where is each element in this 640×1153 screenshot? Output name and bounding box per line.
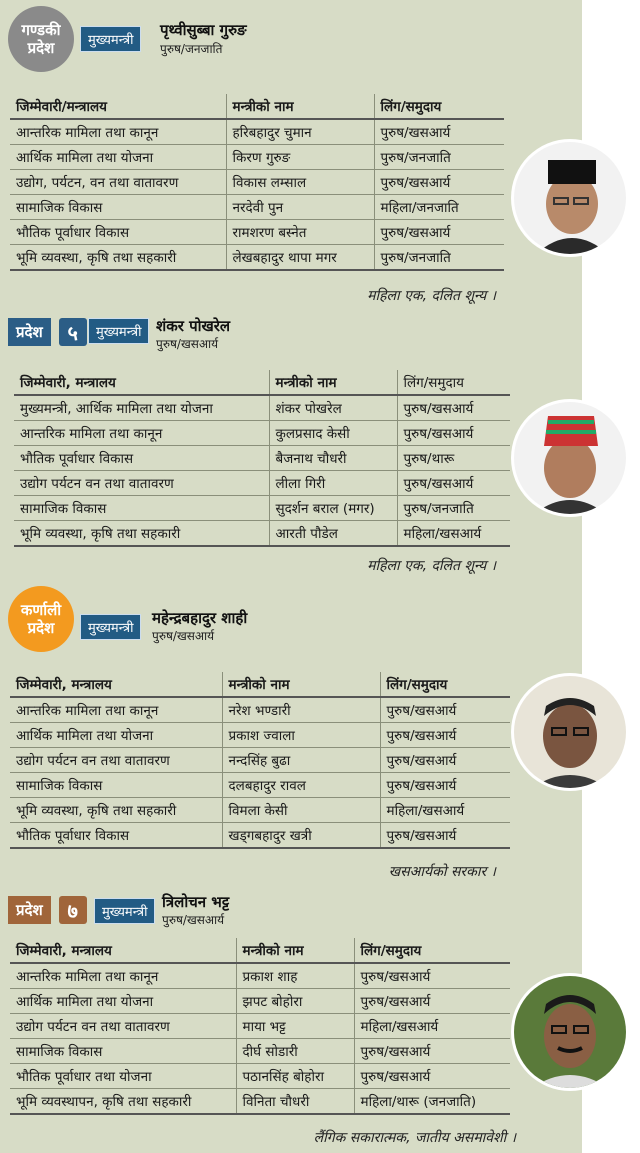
table-row: [10, 145, 504, 170]
province-number: ७: [59, 896, 87, 924]
community-cell: पुरुष/खसआर्य: [380, 697, 510, 723]
column-header: जिम्मेवारी/मन्त्रालय: [10, 94, 226, 119]
ministry-cell: भूमि व्यवस्थापन, कृषि तथा सहकारी: [10, 1089, 236, 1115]
table-row: [10, 723, 510, 748]
minister-name-cell: कुलप्रसाद केसी: [269, 421, 397, 446]
ministry-cell: आर्थिक मामिला तथा योजना: [10, 989, 236, 1014]
minister-name-cell: विनिता चौधरी: [236, 1089, 354, 1115]
chief-minister-label: मुख्यमन्त्री: [94, 898, 155, 924]
table-row: [14, 446, 510, 471]
table-row: [10, 798, 510, 823]
province-badge: [8, 316, 87, 348]
province-badge: [8, 894, 87, 926]
community-cell: पुरुष/खसआर्य: [397, 471, 510, 496]
ministry-cell: उद्योग पर्यटन वन तथा वातावरण: [14, 471, 269, 496]
community-cell: पुरुष/खसआर्य: [354, 1039, 510, 1064]
summary-note: लैंगिक सकारात्मक, जातीय असमावेशी ।: [313, 1130, 516, 1146]
community-cell: पुरुष/खसआर्य: [374, 170, 504, 195]
community-cell: महिला/खसआर्य: [380, 798, 510, 823]
community-cell: पुरुष/खसआर्य: [354, 989, 510, 1014]
table-row: [10, 170, 504, 195]
table-row: [10, 195, 504, 220]
ministry-cell: सामाजिक विकास: [10, 195, 226, 220]
column-header: लिंग/समुदाय: [374, 94, 504, 119]
table-row: [10, 823, 510, 849]
ministry-cell: उद्योग पर्यटन वन तथा वातावरण: [10, 748, 222, 773]
minister-name-cell: माया भट्ट: [236, 1014, 354, 1039]
chief-minister-community: पुरुष/खसआर्य: [152, 629, 215, 643]
minister-name-cell: आरती पौडेल: [269, 521, 397, 547]
table-row: [14, 421, 510, 446]
community-cell: पुरुष/खसआर्य: [380, 723, 510, 748]
minister-name-cell: शंकर पोखरेल: [269, 395, 397, 421]
province-name-line1: कर्णाली: [20, 601, 62, 619]
minister-name-cell: लीला गिरी: [269, 471, 397, 496]
table-row: [10, 989, 510, 1014]
table-row: [10, 1039, 510, 1064]
minister-name-cell: खड्गबहादुर खत्री: [222, 823, 380, 849]
ministry-cell: मुख्यमन्त्री, आर्थिक मामिला तथा योजना: [14, 395, 269, 421]
minister-name-cell: बैजनाथ चौधरी: [269, 446, 397, 471]
chief-minister-community: पुरुष/जनजाति: [160, 42, 223, 56]
province-badge: [8, 586, 74, 652]
community-cell: महिला/थारू (जनजाति): [354, 1089, 510, 1115]
community-cell: महिला/खसआर्य: [397, 521, 510, 547]
column-header: मन्त्रीको नाम: [236, 938, 354, 963]
minister-name-cell: प्रकाश शाह: [236, 963, 354, 989]
column-header: लिंग/समुदाय: [380, 672, 510, 697]
column-header: मन्त्रीको नाम: [226, 94, 374, 119]
summary-note: महिला एक, दलित शून्य ।: [367, 288, 496, 304]
chief-minister-name: त्रिलोचन भट्ट: [162, 893, 230, 911]
ministry-cell: उद्योग, पर्यटन, वन तथा वातावरण: [10, 170, 226, 195]
chief-minister-name: महेन्द्रबहादुर शाही: [152, 609, 248, 627]
ministry-cell: भौतिक पूर्वाधार विकास: [10, 220, 226, 245]
ministry-cell: आन्तरिक मामिला तथा कानून: [10, 697, 222, 723]
chief-minister-name: शंकर पोखरेल: [156, 317, 231, 335]
province-number: ५: [59, 318, 87, 346]
ministry-cell: आन्तरिक मामिला तथा कानून: [10, 119, 226, 145]
community-cell: पुरुष/खसआर्य: [380, 748, 510, 773]
ministry-cell: भूमि व्यवस्था, कृषि तथा सहकारी: [10, 245, 226, 271]
ministry-cell: आर्थिक मामिला तथा योजना: [10, 723, 222, 748]
table-row: [14, 521, 510, 547]
column-header: जिम्मेवारी, मन्त्रालय: [10, 938, 236, 963]
community-cell: पुरुष/खसआर्य: [397, 395, 510, 421]
column-header: जिम्मेवारी, मन्त्रालय: [14, 370, 269, 395]
minister-name-cell: नन्दसिंह बुढा: [222, 748, 380, 773]
minister-name-cell: विमला केसी: [222, 798, 380, 823]
chief-minister-photo: [514, 142, 626, 254]
province-section-5: [0, 310, 582, 600]
province-name-line2: प्रदेश: [27, 619, 55, 637]
chief-minister-label: मुख्यमन्त्री: [80, 614, 141, 640]
chief-minister-photo: [514, 976, 626, 1088]
province-section-karnali: [0, 582, 582, 882]
community-cell: पुरुष/खसआर्य: [380, 773, 510, 798]
chief-minister-photo: [514, 402, 626, 514]
province-name-line2: प्रदेश: [27, 39, 55, 57]
chief-minister-community: पुरुष/खसआर्य: [156, 337, 219, 351]
column-header: लिंग/समुदाय: [397, 370, 510, 395]
minister-name-cell: नरेश भण्डारी: [222, 697, 380, 723]
ministry-cell: उद्योग पर्यटन वन तथा वातावरण: [10, 1014, 236, 1039]
ministry-cell: भौतिक पूर्वाधार तथा योजना: [10, 1064, 236, 1089]
table-row: [14, 496, 510, 521]
column-header: लिंग/समुदाय: [354, 938, 510, 963]
community-cell: पुरुष/खसआर्य: [374, 220, 504, 245]
community-cell: पुरुष/थारू: [397, 446, 510, 471]
chief-minister-community: पुरुष/खसआर्य: [162, 913, 225, 927]
province-word: प्रदेश: [8, 318, 51, 346]
minister-name-cell: प्रकाश ज्वाला: [222, 723, 380, 748]
province-word: प्रदेश: [8, 896, 51, 924]
ministry-cell: भूमि व्यवस्था, कृषि तथा सहकारी: [10, 798, 222, 823]
minister-name-cell: लेखबहादुर थापा मगर: [226, 245, 374, 271]
table-row: [10, 1014, 510, 1039]
minister-name-cell: हरिबहादुर चुमान: [226, 119, 374, 145]
minister-name-cell: दलबहादुर रावल: [222, 773, 380, 798]
ministry-cell: आर्थिक मामिला तथा योजना: [10, 145, 226, 170]
province-name-line1: गण्डकी: [21, 21, 61, 39]
minister-name-cell: किरण गुरुङ: [226, 145, 374, 170]
community-cell: महिला/खसआर्य: [354, 1014, 510, 1039]
table-row: [10, 773, 510, 798]
ministry-cell: भौतिक पूर्वाधार विकास: [10, 823, 222, 849]
ministry-cell: भौतिक पूर्वाधार विकास: [14, 446, 269, 471]
table-row: [10, 1089, 510, 1115]
community-cell: पुरुष/जनजाति: [374, 145, 504, 170]
column-header: जिम्मेवारी, मन्त्रालय: [10, 672, 222, 697]
minister-name-cell: सुदर्शन बराल (मगर): [269, 496, 397, 521]
table-row: [10, 220, 504, 245]
community-cell: महिला/जनजाति: [374, 195, 504, 220]
table-row: [14, 471, 510, 496]
column-header: मन्त्रीको नाम: [222, 672, 380, 697]
ministers-table: [10, 938, 510, 1115]
minister-name-cell: पठानसिंह बोहोरा: [236, 1064, 354, 1089]
ministry-cell: भूमि व्यवस्था, कृषि तथा सहकारी: [14, 521, 269, 547]
province-badge: [8, 6, 74, 72]
ministry-cell: आन्तरिक मामिला तथा कानून: [10, 963, 236, 989]
chief-minister-label: मुख्यमन्त्री: [80, 26, 141, 52]
community-cell: पुरुष/जनजाति: [397, 496, 510, 521]
chief-minister-label: मुख्यमन्त्री: [88, 318, 149, 344]
summary-note: महिला एक, दलित शून्य ।: [367, 558, 496, 574]
community-cell: पुरुष/जनजाति: [374, 245, 504, 271]
province-section-gandaki: [0, 0, 582, 304]
table-row: [10, 748, 510, 773]
column-header: मन्त्रीको नाम: [269, 370, 397, 395]
ministry-cell: आन्तरिक मामिला तथा कानून: [14, 421, 269, 446]
ministry-cell: सामाजिक विकास: [14, 496, 269, 521]
ministry-cell: सामाजिक विकास: [10, 773, 222, 798]
community-cell: पुरुष/खसआर्य: [354, 1064, 510, 1089]
minister-name-cell: रामशरण बस्नेत: [226, 220, 374, 245]
community-cell: पुरुष/खसआर्य: [354, 963, 510, 989]
table-row: [10, 119, 504, 145]
ministers-table: [10, 94, 504, 271]
ministry-cell: सामाजिक विकास: [10, 1039, 236, 1064]
chief-minister-name: पृथ्वीसुब्बा गुरुङ: [160, 21, 247, 39]
ministers-table: [14, 370, 510, 547]
table-row: [10, 245, 504, 271]
community-cell: पुरुष/खसआर्य: [397, 421, 510, 446]
minister-name-cell: दीर्घ सोडारी: [236, 1039, 354, 1064]
chief-minister-photo: [514, 676, 626, 788]
province-section-7: [0, 888, 582, 1153]
ministers-table: [10, 672, 510, 849]
table-row: [10, 697, 510, 723]
minister-name-cell: नरदेवी पुन: [226, 195, 374, 220]
table-row: [14, 395, 510, 421]
table-row: [10, 1064, 510, 1089]
community-cell: पुरुष/खसआर्य: [374, 119, 504, 145]
minister-name-cell: झपट बोहोरा: [236, 989, 354, 1014]
table-row: [10, 963, 510, 989]
summary-note: खसआर्यको सरकार ।: [388, 864, 496, 880]
minister-name-cell: विकास लम्साल: [226, 170, 374, 195]
community-cell: पुरुष/खसआर्य: [380, 823, 510, 849]
